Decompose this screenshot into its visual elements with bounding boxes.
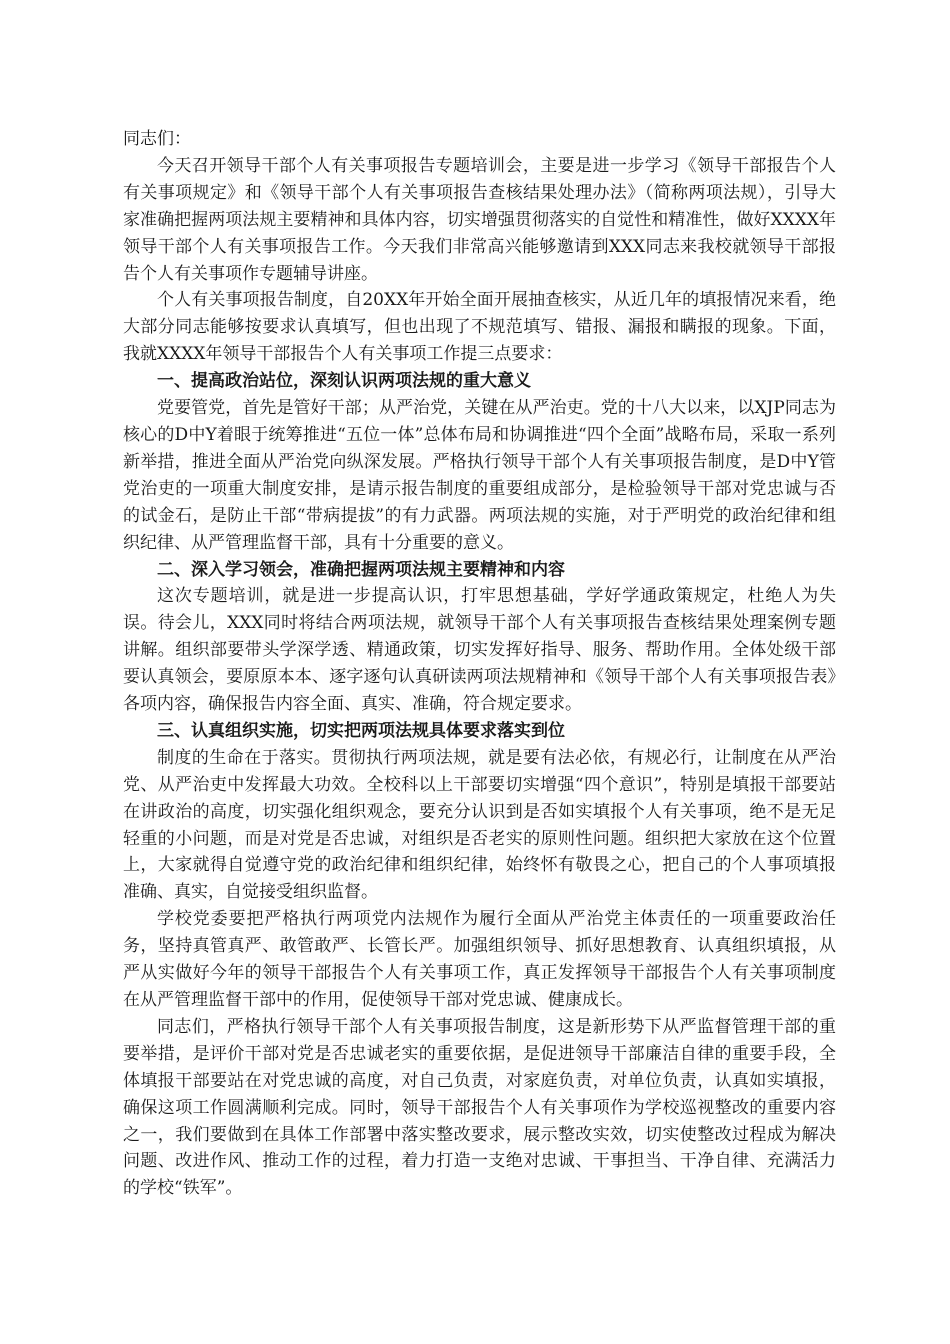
section-3-heading: 三、认真组织实施，切实把两项法规具体要求落实到位 bbox=[157, 720, 565, 741]
section-1-paragraph-1: 党要管党，首先是管好干部；从严治党，关键在从严治吏。党的十八大以来，以XJP同志为核心的D中Y着眼于统筹推进“五位一体”总体布局和协调推进“四个全面”战略布局，采取一系列新举措，推进全面从严治党向纵深发展。严格执行领导干部个人有关事项报告制度，是D中Y管党治吏的一项重大制度安排，是请示报告制度的重要组成部分，是检验领导干部对党忠诚与否的试金石，是防止干部“带病提拔”的有力武器。两项法规的实施，对于严明党的政治纪律和组织纪律、从严管理监督干部，具有十分重要的意义。 bbox=[123, 398, 836, 553]
section-2-paragraph-1: 这次专题培训，就是进一步提高认识，打牢思想基础，学好学通政策规定，杜绝人为失误。待会儿，XXX同时将结合两项法规，就领导干部个人有关事项报告查核结果处理案例专题讲解。组织部要带头学深学透、精通政策，切实发挥好指导、服务、帮助作用。全体处级干部要认真领会，要原原本本、逐字逐句认真研读两项法规精神和《领导干部个人有关事项报告表》各项内容，确保报告内容全面、真实、准确，符合规定要求。 bbox=[123, 586, 836, 715]
section-2-heading: 二、深入学习领会，准确把握两项法规主要精神和内容 bbox=[157, 559, 565, 580]
document-body bbox=[123, 126, 836, 1202]
section-3-paragraph-3: 同志们，严格执行领导干部个人有关事项报告制度，这是新形势下从严监督管理干部的重要举措，是评价干部对党是否忠诚老实的重要依据，是促进领导干部廉洁自律的重要手段，全体填报干部要站在对党忠诚的高度，对自己负责，对家庭负责，对单位负责，认真如实填报，确保这项工作圆满顺利完成。同时，领导干部报告个人有关事项作为学校巡视整改的重要内容之一，我们要做到在具体工作部署中落实整改要求，展示整改实效，切实使整改过程成为解决问题、改进作风、推动工作的过程，着力打造一支绝对忠诚、干事担当、干净自律、充满活力的学校“铁军”。 bbox=[123, 1016, 836, 1199]
salutation: 同志们： bbox=[123, 129, 191, 149]
section-3-paragraph-1: 制度的生命在于落实。贯彻执行两项法规，就是要有法必依，有规必行，让制度在从严治党、从严治吏中发挥最大功效。全校科以上干部要切实增强“四个意识”，特别是填报干部要站在讲政治的高度，切实强化组织观念，要充分认识到是否如实填报个人有关事项，绝不是无足轻重的小问题，而是对党是否忠诚，对组织是否老实的原则性问题。组织把大家放在这个位置上，大家就得自觉遵守党的政治纪律和组织纪律，始终怀有敬畏之心，把自己的个人事项填报准确、真实，自觉接受组织监督。 bbox=[123, 747, 836, 903]
intro-paragraph-1: 今天召开领导干部个人有关事项报告专题培训会，主要是进一步学习《领导干部报告个人有关事项规定》和《领导干部个人有关事项报告查核结果处理办法》（简称两项法规），引导大家准确把握两项法规主要精神和具体内容，切实增强贯彻落实的自觉性和精准性，做好XXXX年领导干部个人有关事项报告工作。今天我们非常高兴能够邀请到XXX同志来我校就领导干部报告个人有关事项作专题辅导讲座。 bbox=[123, 155, 836, 284]
intro-paragraph-2: 个人有关事项报告制度，自20XX年开始全面开展抽查核实，从近几年的填报情况来看，绝大部分同志能够按要求认真填写，但也出现了不规范填写、错报、漏报和瞒报的现象。下面，我就XXXX年领导干部报告个人有关事项工作提三点要求： bbox=[123, 290, 836, 365]
section-1-heading: 一、提高政治站位，深刻认识两项法规的重大意义 bbox=[157, 371, 531, 392]
section-3-paragraph-2: 学校党委要把严格执行两项党内法规作为履行全面从严治党主体责任的一项重要政治任务，坚持真管真严、敢管敢严、长管长严。加强组织领导、抓好思想教育、认真组织填报，从严从实做好今年的领导干部报告个人有关事项工作，真正发挥领导干部报告个人有关事项制度在从严管理监督干部中的作用，促使领导干部对党忠诚、健康成长。 bbox=[123, 909, 836, 1010]
